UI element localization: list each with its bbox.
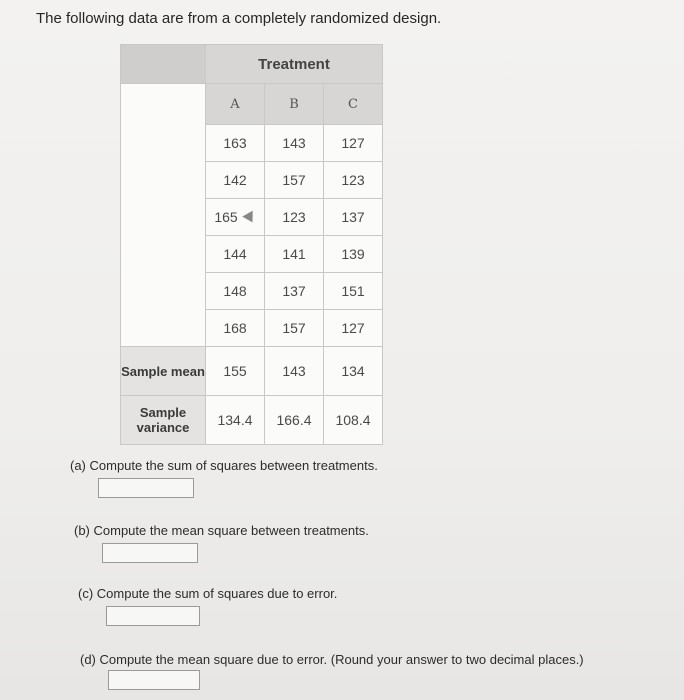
sample-mean-label: Sample mean bbox=[121, 347, 206, 396]
answer-input-c[interactable] bbox=[106, 606, 200, 626]
treatment-header: Treatment bbox=[206, 45, 383, 84]
cell: 151 bbox=[324, 273, 383, 310]
cell: 143 bbox=[265, 125, 324, 162]
cell: 139 bbox=[324, 236, 383, 273]
question-d: (d) Compute the mean square due to error. (Round your answer to two decimal places.) bbox=[80, 652, 584, 667]
answer-input-d[interactable] bbox=[108, 670, 200, 690]
sample-variance-row bbox=[121, 396, 383, 445]
cell: 137 bbox=[265, 273, 324, 310]
cell: 157 bbox=[265, 310, 324, 347]
cell: 142 bbox=[206, 162, 265, 199]
table-corner bbox=[121, 45, 206, 84]
data-table bbox=[120, 44, 383, 445]
cell: 127 bbox=[324, 310, 383, 347]
sample-variance-a: 134.4 bbox=[206, 396, 265, 445]
mouse-cursor-icon bbox=[242, 211, 257, 226]
sample-mean-c: 134 bbox=[324, 347, 383, 396]
column-header-b: B bbox=[265, 84, 324, 125]
question-a: (a) Compute the sum of squares between treatments. bbox=[70, 458, 378, 473]
question-b: (b) Compute the mean square between treatments. bbox=[74, 523, 369, 538]
cell bbox=[206, 199, 265, 236]
cell: 157 bbox=[265, 162, 324, 199]
intro-text: The following data are from a completely randomized design. bbox=[36, 10, 442, 27]
cell: 168 bbox=[206, 310, 265, 347]
cell: 144 bbox=[206, 236, 265, 273]
column-header-c: C bbox=[324, 84, 383, 125]
sample-variance-b: 166.4 bbox=[265, 396, 324, 445]
cell: 141 bbox=[265, 236, 324, 273]
cell: 127 bbox=[324, 125, 383, 162]
column-header-a: A bbox=[206, 84, 265, 125]
answer-input-b[interactable] bbox=[102, 543, 198, 563]
cell: 163 bbox=[206, 125, 265, 162]
cell: 148 bbox=[206, 273, 265, 310]
blank-side-cell bbox=[121, 84, 206, 347]
cell-value: 165 bbox=[214, 209, 238, 225]
sample-mean-a: 155 bbox=[206, 347, 265, 396]
cell: 123 bbox=[265, 199, 324, 236]
question-c: (c) Compute the sum of squares due to error. bbox=[78, 586, 338, 601]
sample-mean-b: 143 bbox=[265, 347, 324, 396]
answer-input-a[interactable] bbox=[98, 478, 194, 498]
sample-mean-row bbox=[121, 347, 383, 396]
sample-variance-c: 108.4 bbox=[324, 396, 383, 445]
sample-variance-label: Sample variance bbox=[121, 396, 206, 445]
cell: 123 bbox=[324, 162, 383, 199]
cell: 137 bbox=[324, 199, 383, 236]
